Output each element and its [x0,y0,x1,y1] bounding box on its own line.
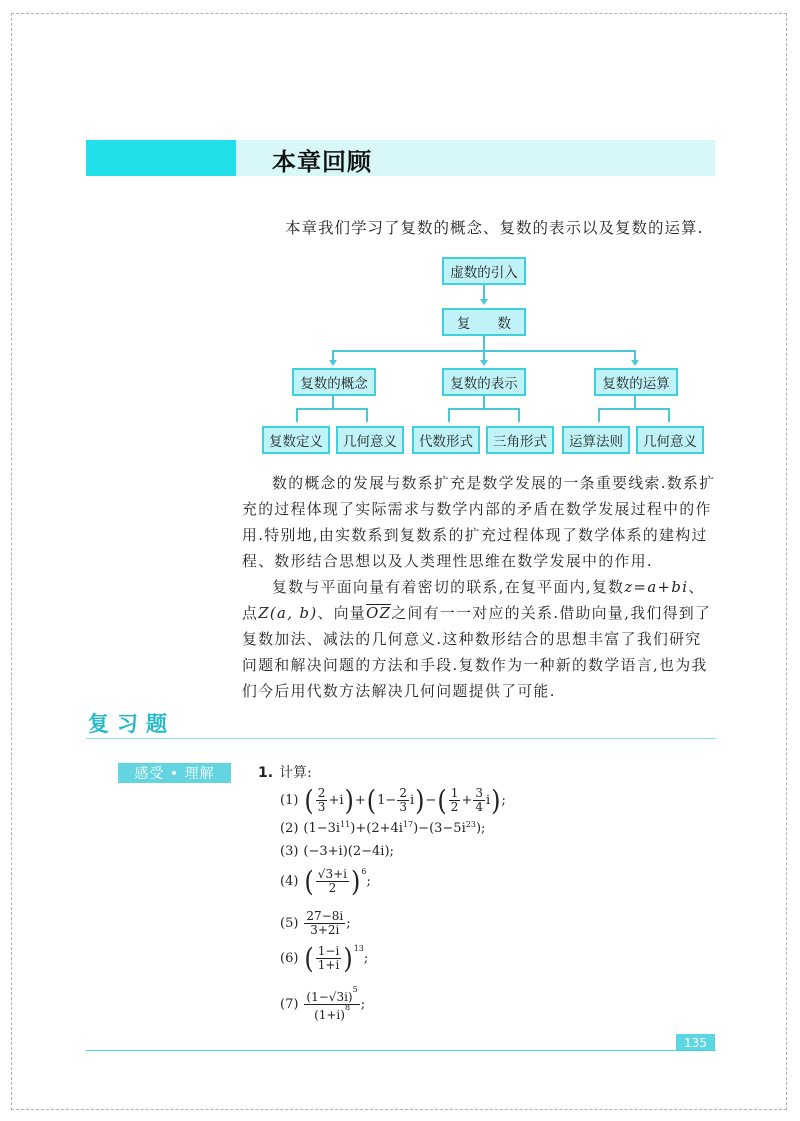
summary-paragraph-1 [242,471,716,575]
chapter-title: 本章回顾 [272,148,372,176]
arrow-down-icon [480,299,488,305]
footer-divider [86,1050,716,1051]
connector [448,408,520,410]
node-leaf: 运算法则 [562,426,630,454]
paragraph-text: 复数与平面向量有着密切的联系,在复平面内,复数z=a+bi、点Z(a, b)、向量OZ之间有一一对应的关系.借助向量,我们得到了复数加法、减法的几何意义.这种数形结合的思想丰富了我们研究问题和解决问题的方法和手段.复数作为一种新的数学语言,也为我们今后用代数方法解决几何问题提供了可能. [242,579,712,700]
node-leaf: 几何意义 [336,426,404,454]
point-z: Z(a, b) [258,605,318,622]
node-branch-concept: 复数的概念 [292,368,376,396]
connector [483,285,485,299]
section-tag: 感受 • 理解 [118,763,231,783]
node-leaf: 代数形式 [412,426,480,454]
review-divider [86,738,716,739]
connector [296,408,368,410]
connector [668,408,670,422]
connector [483,350,485,360]
node-branch-representation: 复数的表示 [442,368,526,396]
node-root: 虚数的引入 [442,257,526,285]
paragraph-text: 数的概念的发展与数系扩充是数学发展的一条重要线索.数系扩充的过程体现了实际需求与数学内部的矛盾在数学发展过程中的作用.特别地,由实数系到复数系的扩充过程体现了数学体系的建构过程、数形结合思想以及人类理性思维在数学发展中的作用. [242,475,716,570]
review-title: 复习题 [88,712,175,736]
arrow-down-icon [631,360,639,366]
exercise-item-2: (2) (1−3i 11 )+(2+4i 17 )−(3−5i 23 ); [280,820,486,836]
arrow-down-icon [329,360,337,366]
node-leaf: 几何意义 [636,426,704,454]
complex-equation: z=a+bi [624,579,689,596]
node-leaf: 三角形式 [486,426,554,454]
connector [366,408,368,422]
intro-sentence: 本章我们学习了复数的概念、复数的表示以及复数的运算. [285,219,704,237]
vector-oz: OZ [366,605,392,622]
exercise-item-1: (1) ( $\frac{2}{3}$ +i ) + ( 1− $\frac{2}{3}$ i ) − ( $\frac{1}{2}$ + $\frac{3}{4}$ i ) ; [280,784,506,817]
connector [518,408,520,422]
connector [332,350,334,360]
connector [598,408,670,410]
chapter-header-accent [86,140,236,176]
exercise-item-4: (4) ( $\frac{√3+i}{2}$ ) 6 ; [280,865,371,898]
node-leaf: 复数定义 [262,426,330,454]
connector [634,350,636,360]
arrow-down-icon [480,360,488,366]
node-center: 复 数 [442,308,526,336]
connector [483,336,485,351]
summary-paragraph-2 [242,575,716,705]
exercise-item-3: (3) (−3+i)(2−4i); [280,844,394,859]
connector [598,408,600,422]
exercise-item-7: (7) $\frac{(1-√3i)^5}{(1+i)^8}$ ; [280,985,366,1022]
connector [296,408,298,422]
node-branch-operation: 复数的运算 [594,368,678,396]
exercise-item-5: (5) $\frac{27-8i}{3+2i}$ ; [280,909,351,937]
question-1: 1. 计算: [258,765,312,781]
exercise-item-6: (6) ( $\frac{1-i}{1+i}$ ) 13 ; [280,942,369,975]
page-number: 135 [676,1034,715,1051]
connector [448,408,450,422]
